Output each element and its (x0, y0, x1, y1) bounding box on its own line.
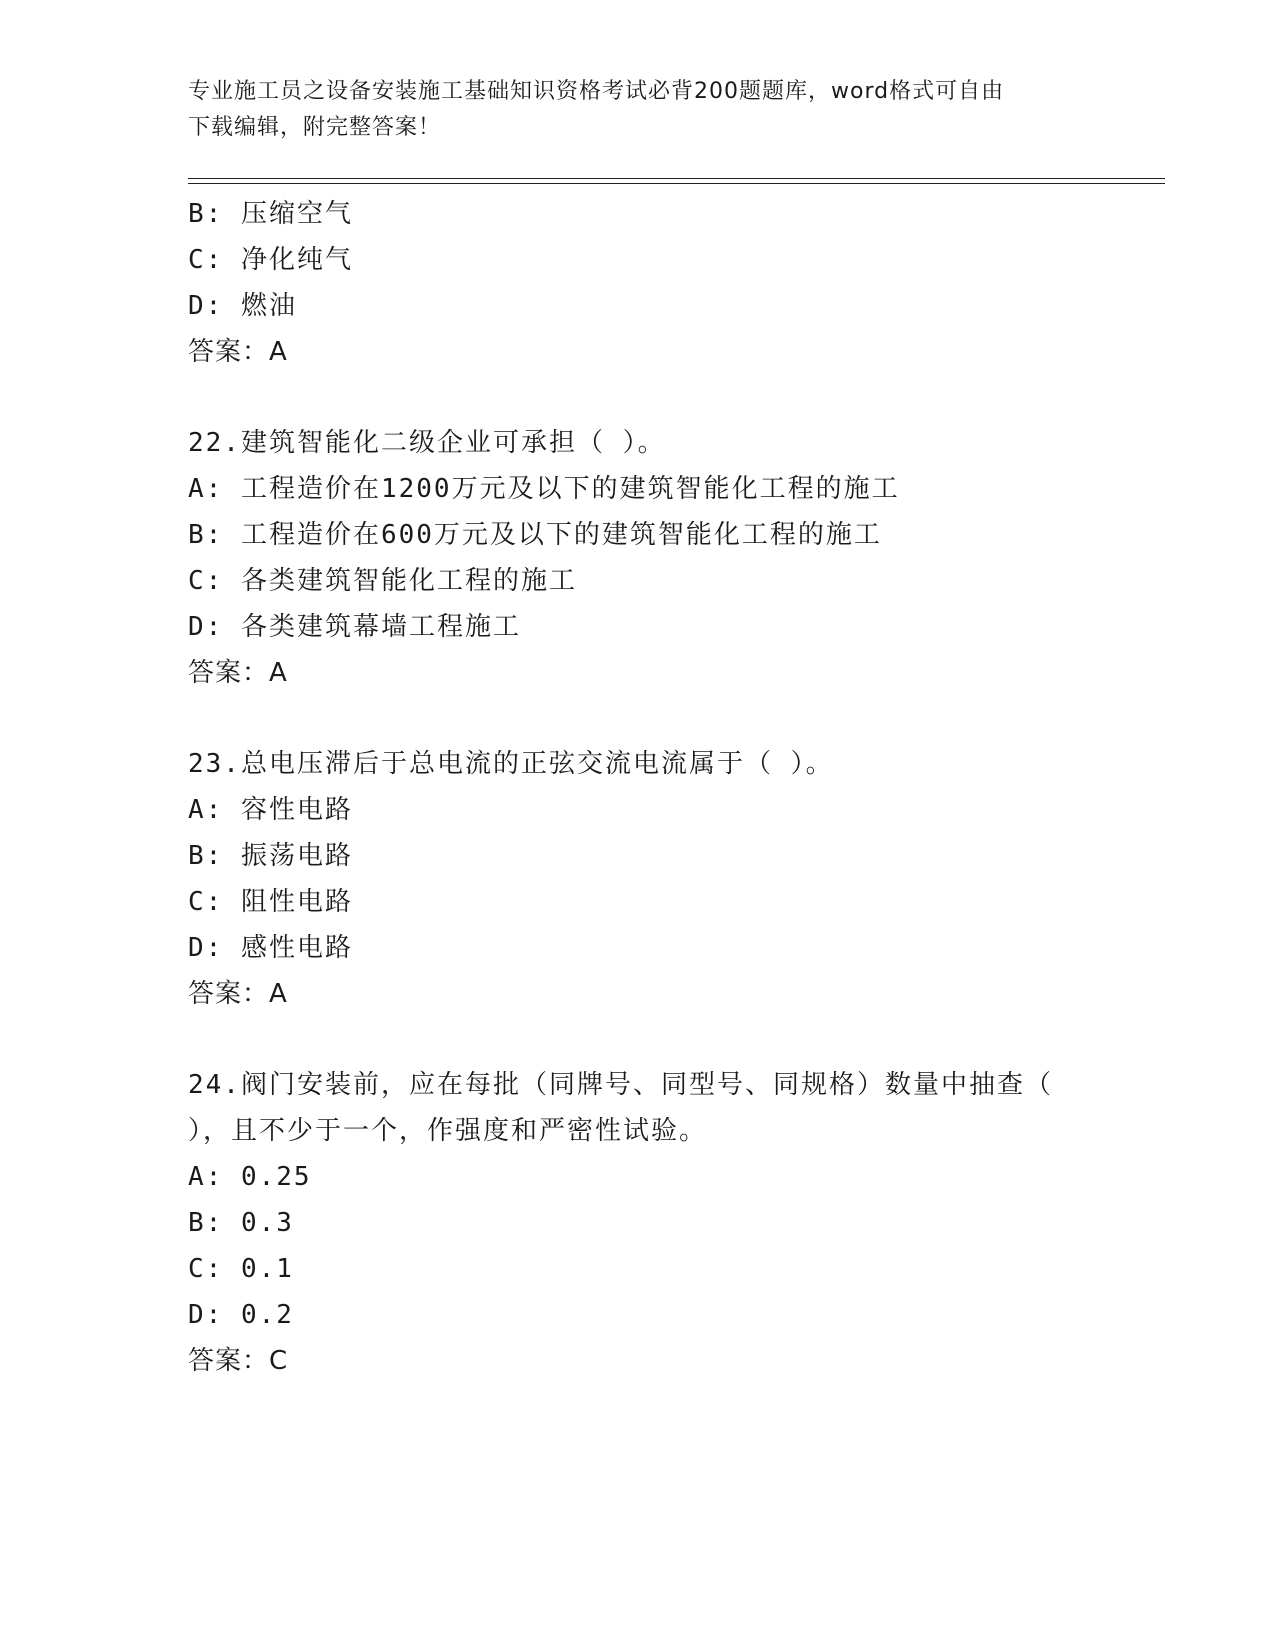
q21-option-c: C: 净化纯气 (188, 245, 353, 275)
q23-option-b: B: 振荡电路 (188, 841, 353, 871)
q21-option-b: B: 压缩空气 (188, 199, 353, 229)
q24-option-d: D: 0.2 (188, 1300, 294, 1330)
header-divider-top (188, 178, 1165, 179)
q21-answer: 答案：A (188, 337, 288, 367)
question-21-block (188, 191, 1148, 375)
q23-option-d: D: 感性电路 (188, 933, 353, 963)
q22-question: 22.建筑智能化二级企业可承担（ ）。 (188, 428, 666, 458)
q23-answer: 答案：A (188, 979, 288, 1009)
q24-option-a: A: 0.25 (188, 1162, 312, 1192)
header-line-2: 下载编辑，附完整答案！ (188, 115, 442, 140)
q23-question: 23.总电压滞后于总电流的正弦交流电流属于（ ）。 (188, 749, 834, 779)
q22-answer: 答案：A (188, 658, 288, 688)
question-23-block (188, 741, 1148, 1017)
q22-option-a: A: 工程造价在1200万元及以下的建筑智能化工程的施工 (188, 474, 900, 504)
q24-option-b: B: 0.3 (188, 1208, 294, 1238)
document-header (188, 74, 1088, 146)
question-spacer (188, 375, 1148, 420)
q24-answer: 答案：C (188, 1346, 289, 1376)
header-line-1: 专业施工员之设备安装施工基础知识资格考试必背200题题库，word格式可自由 (188, 79, 1005, 104)
question-spacer (188, 1017, 1148, 1062)
q23-option-a: A: 容性电路 (188, 795, 353, 825)
question-spacer (188, 696, 1148, 741)
q22-option-d: D: 各类建筑幕墙工程施工 (188, 612, 521, 642)
q23-option-c: C: 阻性电路 (188, 887, 353, 917)
question-24-block (188, 1062, 1148, 1384)
q24-question-line-2: ），且不少于一个，作强度和严密性试验。 (188, 1116, 708, 1146)
q24-option-c: C: 0.1 (188, 1254, 294, 1284)
header-divider-bottom (188, 183, 1165, 184)
q24-question-line-1: 24.阀门安装前，应在每批（同牌号、同型号、同规格）数量中抽查（ (188, 1070, 1053, 1100)
question-list (188, 191, 1148, 1384)
q22-option-b: B: 工程造价在600万元及以下的建筑智能化工程的施工 (188, 520, 882, 550)
q22-option-c: C: 各类建筑智能化工程的施工 (188, 566, 577, 596)
question-22-block (188, 420, 1148, 696)
q21-option-d: D: 燃油 (188, 291, 297, 321)
